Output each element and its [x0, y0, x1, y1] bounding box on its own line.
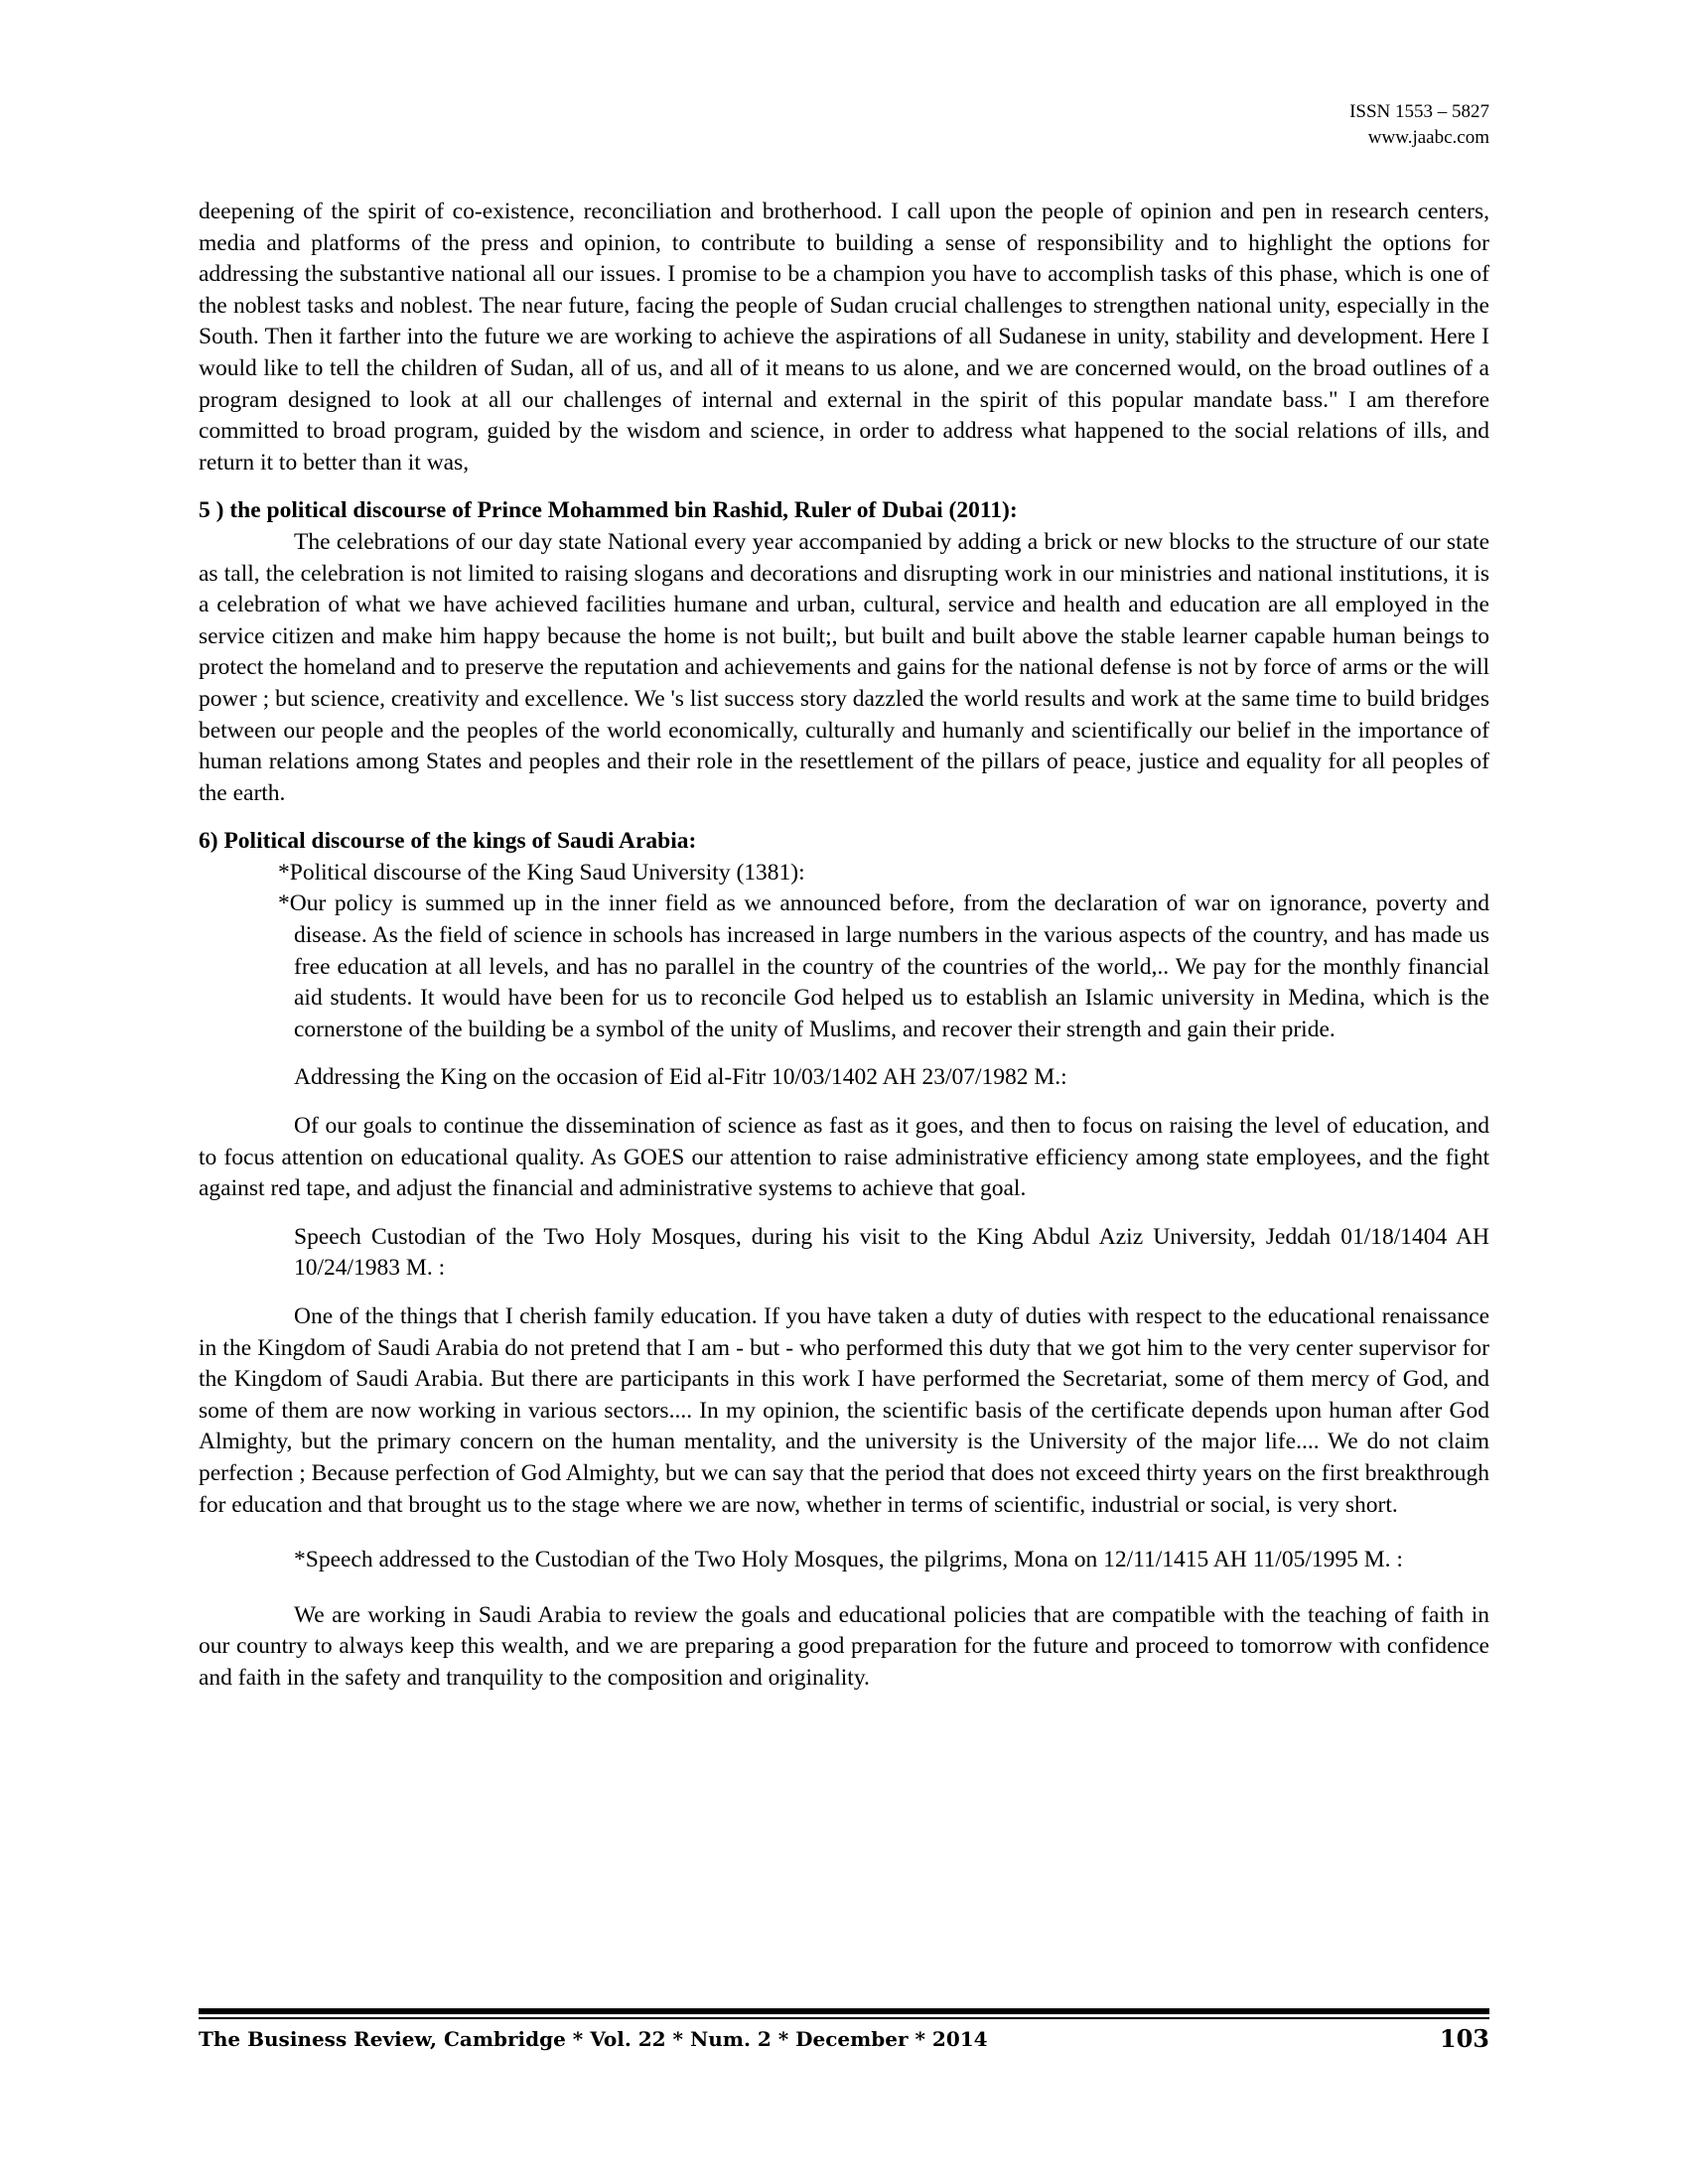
page-number: 103 [1439, 2024, 1489, 2053]
journal-website: www.jaabc.com [1367, 127, 1489, 148]
saud-university-quote: *Our policy is summed up in the inner field as we announced before, from the declaration of war on ignorance, poverty and disease. As the field of science in schools has increased in large numbers in the various aspects of the country, and has made us free education at all levels, and has no parallel in the country of the countries of the world,.. We pay for the monthly financial aid students. It would have been for us to reconcile God helped us to establish an Islamic university in Medina, which is the cornerstone of the building be a symbol of the unity of Muslims, and recover their strength and gain their pride. [278, 890, 1489, 1042]
jeddah-speech-intro: Speech Custodian of the Two Holy Mosques, during his visit to the King Abdul Aziz University, Jeddah 01/18/1404 AH 10/24/1983 M. : [294, 1223, 1489, 1282]
eid-speech-paragraph: Of our goals to continue the dissemination of science as fast as it goes, and then to focus on raising the level of education, and to focus attention on educational quality. As GOES our attention to raise administrative efficiency among state employees, and the fight against red tape, and adjust the financial and administrative systems to achieve that goal. [199, 1113, 1489, 1202]
dubai-paragraph: The celebrations of our day state National every year accompanied by adding a brick or new blocks to the structure of our state as tall, the celebration is not limited to raising slogans and decorations and disrupting work in our ministries and national institutions, it is a celebration of what we have achieved facilities humane and urban, cultural, service and health and education are all employed in the service citizen and make him happy because the home is not built;, but built and built above the stable learner capable human beings to protect the homeland and to preserve the reputation and achievements and gains for the national defense is not by force of arms or the will power ; but science, creativity and excellence. We 's list success story dazzled the world results and work at the same time to build bridges between our people and the peoples of the world economically, culturally and humanly and scientifically our belief in the importance of human relations among States and peoples and their role in the resettlement of the pillars of peace, justice and equality for all peoples of the earth. [199, 528, 1489, 806]
intro-paragraph: deepening of the spirit of co-existence, reconciliation and brotherhood. I call upon the people of opinion and pen in research centers, media and platforms of the press and opinion, to contribute to building a sense of responsibility and to highlight the options for addressing the substantive national all our issues. I promise to be a champion you have to accomplish tasks of this phase, which is one of the noblest tasks and noblest. The near future, facing the people of Sudan crucial challenges to strengthen national unity, especially in the South. Then it farther into the future we are working to achieve the aspirations of all Sudanese in unity, stability and development. Here I would like to tell the children of Sudan, all of us, and all of it means to us alone, and we are concerned would, on the broad outlines of a program designed to look at all our challenges of internal and external in the spirit of this popular mandate bass." I am therefore committed to broad program, guided by the wisdom and science, in order to address what happened to the social relations of ills, and return it to better than it was, [199, 199, 1489, 476]
eid-speech-intro: Addressing the King on the occasion of Eid al-Fitr 10/03/1402 AH 23/07/1982 M.: [294, 1064, 1067, 1091]
saud-university-label: *Political discourse of the King Saud University (1381): [278, 859, 805, 886]
journal-citation: The Business Review, Cambridge * Vol. 22 * Num. 2 * December * 2014 [199, 2027, 988, 2051]
page-header [1349, 99, 1489, 151]
mona-speech-paragraph: We are working in Saudi Arabia to review the goals and educational policies that are compatible with the teaching of faith in our country to always keep this wealth, and we are preparing a good preparation for the future and proceed to tomorrow with confidence and faith in the safety and tranquility to the composition and originality. [199, 1601, 1489, 1691]
section-heading-dubai: 5 ) the political discourse of Prince Mohammed bin Rashid, Ruler of Dubai (2011): [199, 497, 1018, 524]
footer-rule-thin [199, 2017, 1489, 2019]
jeddah-speech-paragraph: One of the things that I cherish family education. If you have taken a duty of duties with respect to the educational renaissance in the Kingdom of Saudi Arabia do not pretend that I am - but - who performed this duty that we got him to the very center supervisor for the Kingdom of Saudi Arabia. But there are participants in this work I have performed the Secretariat, some of them mercy of God, and some of them are now working in various sectors.... In my opinion, the scientific basis of the certificate depends upon human after God Almighty, but the primary concern on the human mentality, and the university is the University of the major life.... We do not claim perfection ; Because perfection of God Almighty, but we can say that the period that does not exceed thirty years on the first breakthrough for education and that brought us to the stage where we are now, whether in terms of scientific, industrial or social, is very short. [199, 1303, 1489, 1518]
article-body [199, 197, 1489, 1695]
issn-number: ISSN 1553 – 5827 [1349, 101, 1489, 122]
section-heading-saudi: 6) Political discourse of the kings of Saudi Arabia: [199, 828, 697, 855]
footer-rule-thick [199, 2008, 1489, 2014]
mona-speech-intro: *Speech addressed to the Custodian of the Two Holy Mosques, the pilgrims, Mona on 12/11/1415 AH 11/05/1995 M. : [294, 1547, 1403, 1573]
page-footer [199, 2025, 1489, 2053]
